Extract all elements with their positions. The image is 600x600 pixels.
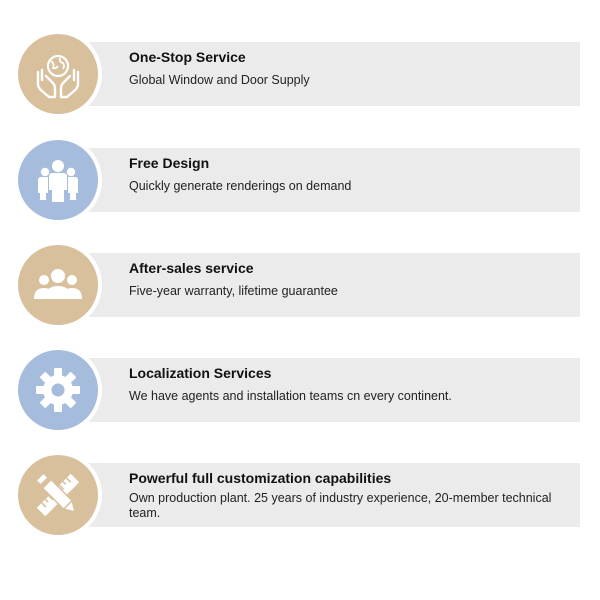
icon-badge	[14, 30, 102, 118]
feature-after-sales-service	[0, 241, 600, 329]
feature-title: Localization Services	[129, 365, 272, 381]
feature-description: We have agents and installation teams cn every continent.	[129, 389, 452, 403]
icon-circle	[18, 455, 98, 535]
feature-description: Quickly generate renderings on demand	[129, 179, 352, 193]
feature-title: Free Design	[129, 155, 210, 171]
icon-circle	[18, 140, 98, 220]
icon-circle	[18, 350, 98, 430]
feature-customization-capabilities	[0, 451, 600, 539]
pencil-ruler-icon	[32, 469, 84, 521]
feature-description: Own production plant. 25 years of industry experience, 20-member technical team.	[129, 491, 552, 520]
gear-icon	[32, 364, 84, 416]
icon-badge	[14, 451, 102, 539]
feature-description: Global Window and Door Supply	[129, 73, 310, 87]
feature-localization-services	[0, 346, 600, 434]
feature-title: Powerful full customization capabilities	[129, 470, 392, 486]
icon-badge	[14, 241, 102, 329]
icon-badge	[14, 346, 102, 434]
users-icon	[32, 259, 84, 311]
feature-description: Five-year warranty, lifetime guarantee	[129, 284, 338, 298]
feature-title: One-Stop Service	[129, 49, 246, 65]
feature-free-design	[0, 136, 600, 224]
feature-title: After-sales service	[129, 260, 254, 276]
feature-one-stop-service	[0, 30, 600, 118]
icon-circle	[18, 34, 98, 114]
icon-circle	[18, 245, 98, 325]
team-group-icon	[32, 154, 84, 206]
hands-globe-icon	[32, 48, 84, 100]
icon-badge	[14, 136, 102, 224]
